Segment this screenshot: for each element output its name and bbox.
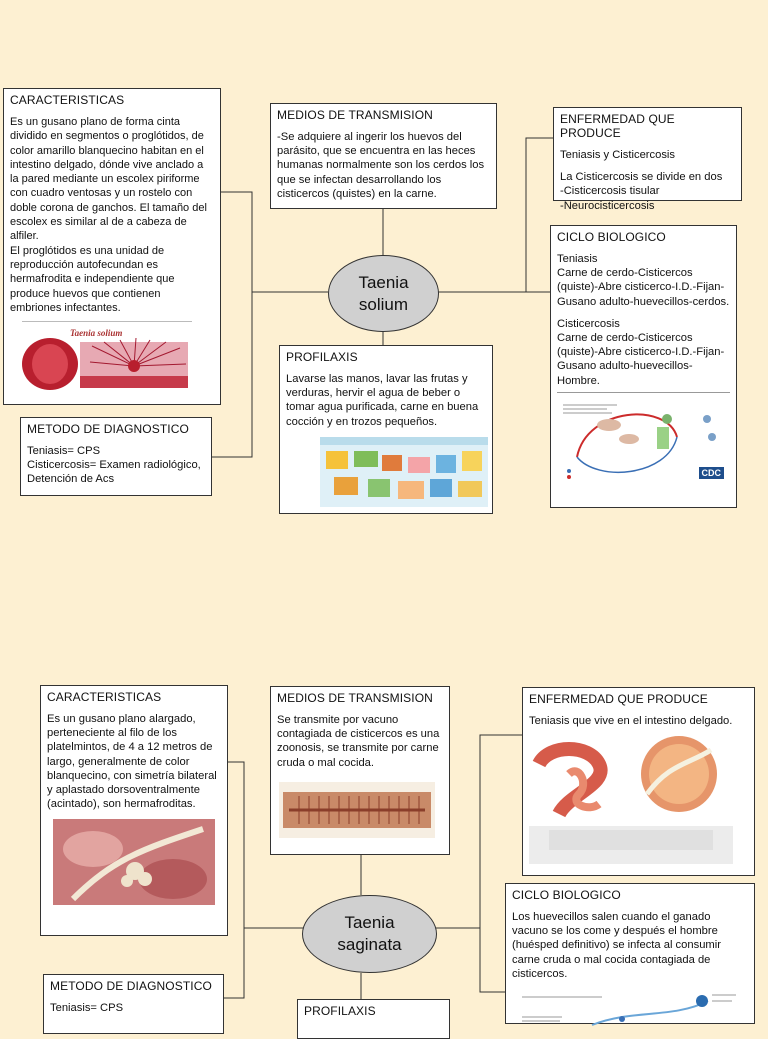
medios-text: Se transmite por vacuno contagiada de cisticercos es una zoonosis, se transmite por carne cruda o mal cocida.	[277, 714, 440, 769]
metodo-diagnostico-box	[20, 417, 212, 496]
medios-transmision-box-2	[270, 686, 450, 855]
medios-transmision-box	[270, 103, 497, 209]
profilaxis-box-2	[297, 999, 450, 1039]
caracteristicas-title: CARACTERISTICAS	[47, 690, 162, 704]
ciclo-text-2: Cisticercosis Carne de cerdo-Cisticercos (quiste)-Abre cisticerco-I.D.-Fijan-Gusano adulto-huevecillos-Hombre.	[557, 317, 725, 387]
connector-right-bracket	[526, 138, 553, 292]
profilaxis-title: PROFILAXIS	[286, 350, 358, 364]
ciclo-biologico-box-2	[505, 883, 755, 1024]
enfermedad-text: Teniasis que vive en el intestino delgado.	[529, 715, 733, 727]
image-divider	[557, 392, 730, 393]
medios-title: MEDIOS DE TRANSMISION	[277, 108, 433, 122]
medios-text: -Se adquiere al ingerir los huevos del parásito, que se encuentra en las heces humanas normalmente son los cerdos los que se infectan desarrollando los cisticercos (quistes) en la carne.	[277, 131, 485, 200]
central-topic-taenia-saginata: Taenia saginata	[302, 895, 437, 973]
enfermedad-text-2: La Cisticercosis se divide en dos -Cisticercosis tisular -Neurocisticercosis	[560, 171, 723, 212]
profilaxis-box	[279, 345, 493, 514]
caracteristicas-text: Es un gusano plano de forma cinta dividido en segmentos o proglótidos, de color amarillo blanquecino habitan en el intestino delgado, dónde vive anclado a la pared mediante un escolex piriforme con cuadro ventosas y un rostelo con doble corona de ganchos. El tamaño del escolex es similar al de a cabeza de alfiler. El proglótidos es una unidad de reproducción autofecundan es hermafrodita e independiente que produce huevos que contienen embriones infectantes.	[10, 116, 207, 314]
ciclo-title: CICLO BIOLOGICO	[557, 230, 666, 244]
diagnostico-text: Teniasis= CPS Cisticercosis= Examen radiológico, Detención de Acs	[27, 445, 201, 486]
intestine-image	[529, 734, 734, 864]
profilaxis-text: Lavarse las manos, lavar las frutas y verduras, hervir el agua de beber o tomar agua purificada, carne en buena cocción y en trozos pequeños.	[286, 373, 479, 428]
diagnostico-title: METODO DE DIAGNOSTICO	[27, 422, 189, 436]
profilaxis-title: PROFILAXIS	[304, 1004, 376, 1018]
ciclo-text: Los huevecillos salen cuando el ganado vacuno se los come y después el hombre (huésped definitivo) se infecta al consumir carne cruda o mal cocida contagiada de cisticercos.	[512, 911, 721, 980]
prevention-image	[320, 437, 488, 507]
diagnostico-text: Teniasis= CPS	[50, 1002, 124, 1014]
taenia-solium-image	[10, 324, 214, 392]
metodo-diagnostico-box-2	[43, 974, 224, 1034]
proglottid-image	[279, 782, 431, 838]
diagnostico-title: METODO DE DIAGNOSTICO	[50, 979, 212, 993]
enfermedad-box	[553, 107, 742, 212]
life-cycle-image	[557, 397, 730, 485]
cdc-logo: CDC	[699, 467, 725, 479]
tapeworm-image	[53, 819, 215, 905]
enfermedad-text-1: Teniasis y Cisticercosis	[560, 149, 676, 161]
caracteristicas-box	[3, 88, 221, 405]
ciclo-biologico-box	[550, 225, 737, 508]
image-caption: Taenia solium	[70, 328, 123, 339]
caracteristicas-box-2	[40, 685, 228, 936]
ciclo-title: CICLO BIOLOGICO	[512, 888, 621, 902]
enfermedad-title: ENFERMEDAD QUE PRODUCE	[529, 692, 708, 706]
caracteristicas-text: Es un gusano plano alargado, perteneciente al filo de los platelmintos, de 4 a 12 metros de largo, generalmente de color blanquecino, con simetría bilateral y aplastado dorsoventralmente (acintado), son hermafroditas.	[47, 713, 217, 811]
enfermedad-box-2	[522, 687, 755, 876]
central-topic-taenia-solium: Taenia solium	[328, 255, 439, 332]
medios-title: MEDIOS DE TRANSMISION	[277, 691, 433, 705]
life-cycle-image-2	[512, 989, 748, 1029]
image-divider	[22, 321, 192, 322]
ciclo-text-1: Teniasis Carne de cerdo-Cisticercos (quiste)-Abre cisticerco-I.D.-Fijan-Gusano adulto-huevecillos-cerdos.	[557, 253, 730, 308]
enfermedad-title: ENFERMEDAD QUE PRODUCE	[560, 112, 675, 140]
caracteristicas-title: CARACTERISTICAS	[10, 93, 125, 107]
